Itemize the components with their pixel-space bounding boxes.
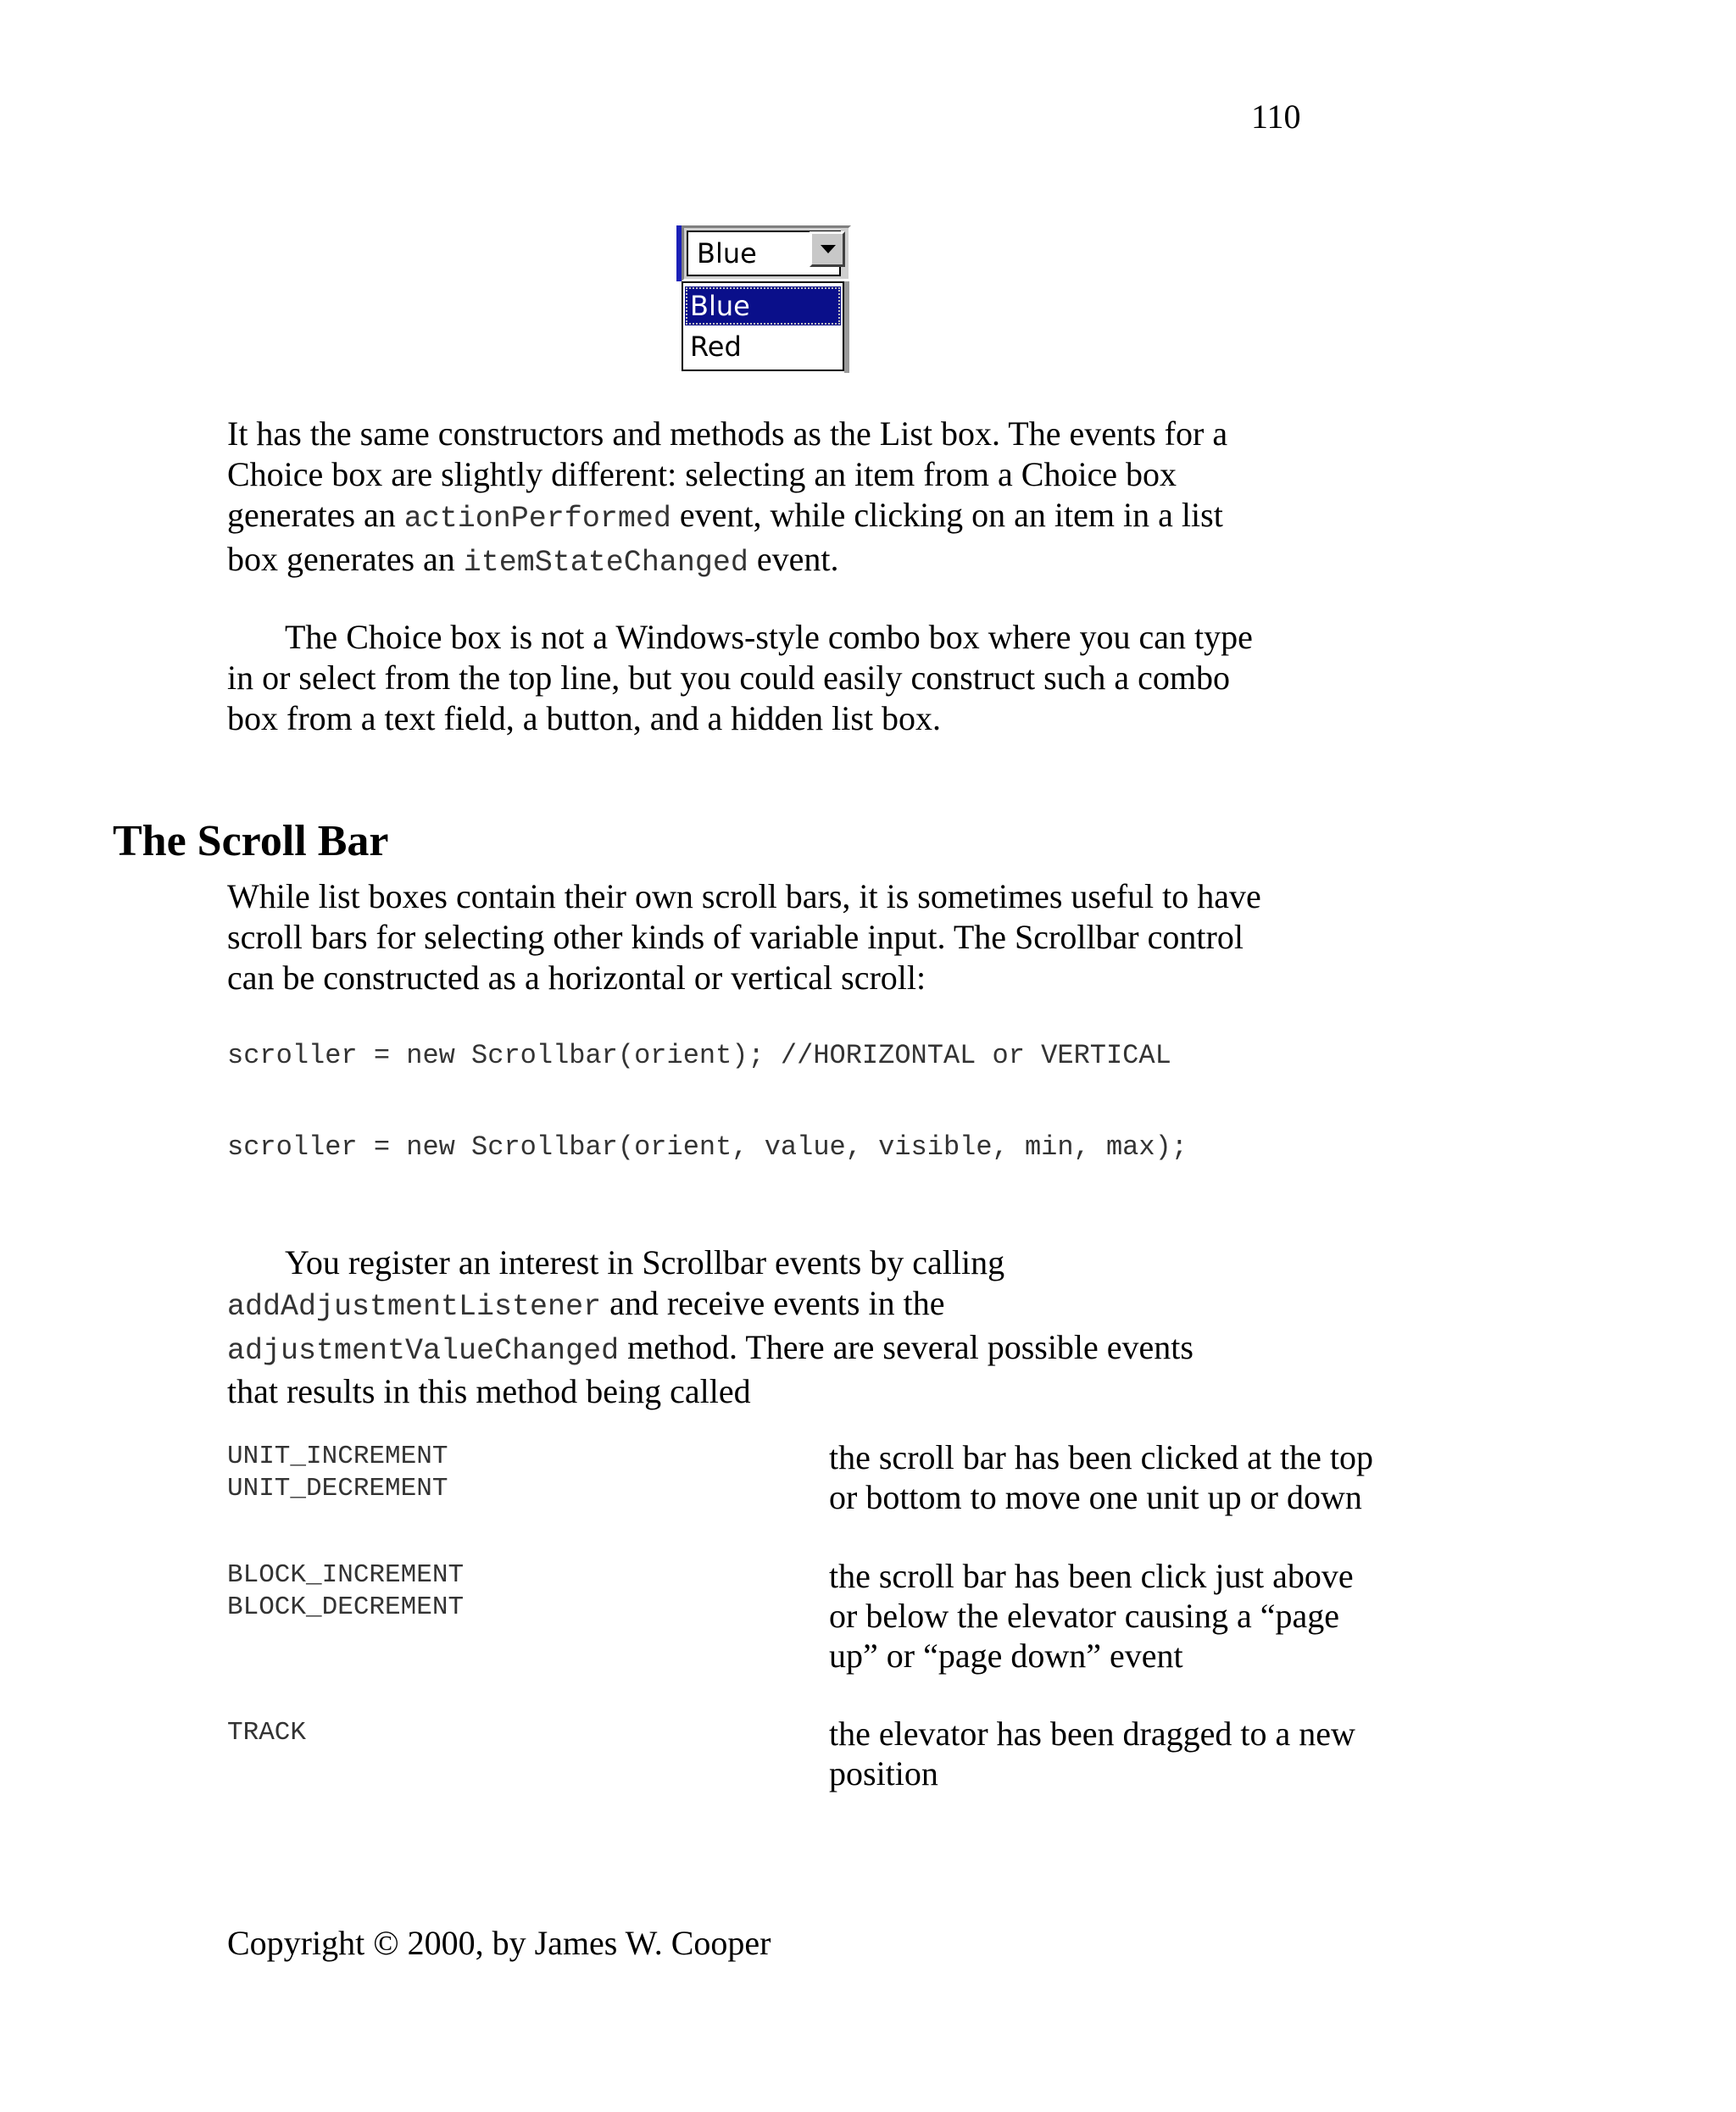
choice-select[interactable] <box>682 225 851 281</box>
text-fragment: event, while clicking on an item in a list <box>670 496 1223 534</box>
event-constant: UNIT_INCREMENT <box>227 1442 448 1471</box>
description-line: or below the elevator causing a “page <box>829 1597 1339 1635</box>
text-line: The Choice box is not a Windows-style combo box where you can type <box>285 618 1253 656</box>
text-line: scroll bars for selecting other kinds of variable input. The Scrollbar control <box>227 918 1244 956</box>
text-line: You register an interest in Scrollbar events by calling <box>285 1243 1005 1281</box>
paragraph-choice-events <box>227 414 1414 583</box>
text-line: It has the same constructors and methods as the List box. The events for a <box>227 414 1228 453</box>
description-line: or bottom to move one unit up or down <box>829 1478 1362 1516</box>
inline-code: itemStateChanged <box>463 546 748 580</box>
code-line: scroller = new Scrollbar(orient); //HORIZONTAL or VERTICAL <box>227 1040 1171 1071</box>
event-constant: UNIT_DECREMENT <box>227 1474 448 1503</box>
paragraph-scrollbar-events <box>227 1242 1414 1412</box>
text-line: in or select from the top line, but you could easily construct such a combo <box>227 659 1231 697</box>
text-fragment: and receive events in the <box>601 1284 945 1322</box>
choice-option-red[interactable]: Red <box>690 331 742 363</box>
text-line: can be constructed as a horizontal or vertical scroll: <box>227 959 926 997</box>
event-constant: BLOCK_DECREMENT <box>227 1592 465 1622</box>
choice-option-blue[interactable]: Blue <box>685 286 841 325</box>
text-line: that results in this method being called <box>227 1372 751 1410</box>
inline-code: addAdjustmentListener <box>227 1290 602 1324</box>
text-fragment: box generates an <box>227 540 464 578</box>
description-line: up” or “page down” event <box>829 1637 1183 1675</box>
description-line: the elevator has been dragged to a new <box>829 1715 1355 1753</box>
event-description-track <box>829 1714 1422 1793</box>
text-line: Choice box are slightly different: selecting an item from a Choice box <box>227 455 1177 493</box>
event-description-block <box>829 1556 1422 1676</box>
text-line <box>227 539 1414 583</box>
description-line: the scroll bar has been clicked at the top <box>829 1438 1373 1476</box>
event-constants-unit <box>227 1441 448 1505</box>
event-constants-block <box>227 1559 464 1624</box>
choice-dropdown-list <box>682 281 844 371</box>
chevron-down-icon <box>821 245 836 253</box>
section-heading: The Scroll Bar <box>113 817 389 865</box>
event-constant: BLOCK_INCREMENT <box>227 1560 465 1590</box>
text-fragment: event. <box>748 540 839 578</box>
text-line <box>227 1283 1414 1327</box>
text-fragment: method. There are several possible events <box>619 1328 1194 1366</box>
event-description-unit <box>829 1437 1422 1517</box>
dropdown-arrow-button[interactable] <box>810 231 845 267</box>
text-fragment: generates an <box>227 496 404 534</box>
choice-current-value: Blue <box>697 237 757 270</box>
text-line: box from a text field, a button, and a hidden list box. <box>227 699 942 737</box>
choice-box-illustration <box>676 225 851 373</box>
inline-code: adjustmentValueChanged <box>227 1334 620 1368</box>
event-constants-track <box>227 1717 306 1749</box>
text-line: While list boxes contain their own scroll bars, it is sometimes useful to have <box>227 877 1261 915</box>
page-number: 110 <box>1251 97 1301 136</box>
paragraph-combo-box <box>227 617 1414 739</box>
copyright-footer: Copyright © 2000, by James W. Cooper <box>227 1924 771 1962</box>
inline-code: actionPerformed <box>403 502 671 536</box>
text-line <box>227 1327 1414 1371</box>
text-line <box>227 495 1414 539</box>
code-line: scroller = new Scrollbar(orient, value, visible, min, max); <box>227 1131 1188 1163</box>
description-line: the scroll bar has been click just above <box>829 1557 1354 1595</box>
paragraph-scrollbar-intro <box>227 876 1414 998</box>
event-constant: TRACK <box>227 1718 307 1748</box>
description-line: position <box>829 1754 938 1792</box>
